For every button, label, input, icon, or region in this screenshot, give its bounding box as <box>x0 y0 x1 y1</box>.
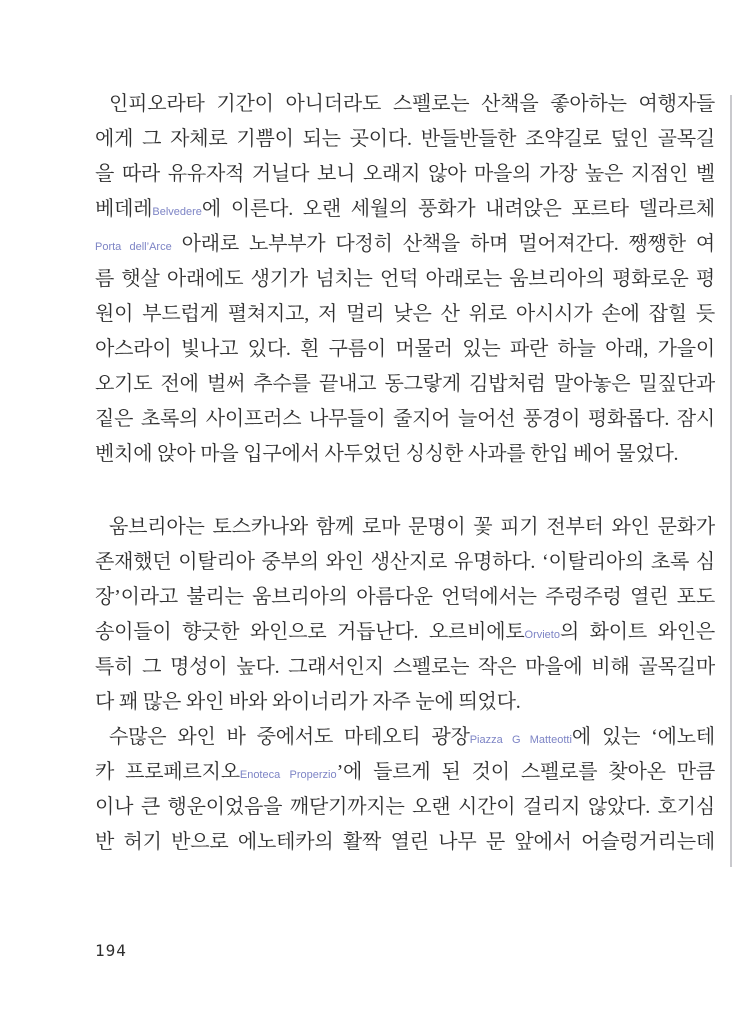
text-line <box>95 790 715 825</box>
paragraph <box>95 510 715 720</box>
paragraph <box>95 720 715 860</box>
text-line <box>95 227 715 262</box>
right-margin-rule <box>730 95 732 867</box>
body-text-segment: 름 햇살 아래에도 생기가 넘치는 언덕 아래로는 움브리아의 평화로운 평 <box>95 268 715 290</box>
body-text-segment: 수많은 와인 바 중에서도 마테오티 광장 <box>109 726 470 748</box>
place-name-annotation: Orvieto <box>524 629 560 641</box>
body-text-segment: 아스라이 빛나고 있다. 흰 구름이 머물러 있는 파란 하늘 아래, 가을이 <box>95 338 715 360</box>
body-text-segment: 을 따라 유유자적 거닐다 보니 오래지 않아 마을의 가장 높은 지점인 벨 <box>95 163 715 185</box>
text-line <box>95 615 715 650</box>
text-line <box>95 685 715 720</box>
text-line <box>95 262 715 297</box>
text-line <box>95 332 715 367</box>
body-text-segment: 벤치에 앉아 마을 입구에서 사두었던 싱싱한 사과를 한입 베어 물었다. <box>95 443 679 465</box>
text-line <box>95 297 715 332</box>
text-line <box>95 437 715 472</box>
paragraph <box>95 87 715 472</box>
body-text-segment: 송이들이 향긋한 와인으로 거듭난다. 오르비에토 <box>95 621 525 643</box>
body-text-segment: 특히 그 명성이 높다. 그래서인지 스펠로는 작은 마을에 비해 골목길마 <box>95 656 715 678</box>
text-line <box>95 825 715 860</box>
text-line <box>95 192 715 227</box>
body-text-segment: 짙은 초록의 사이프러스 나무들이 줄지어 늘어선 풍경이 평화롭다. 잠시 <box>95 408 715 430</box>
body-text-segment: 카 프로페르지오 <box>95 761 240 783</box>
body-text-segment: 베데레 <box>95 198 153 220</box>
body-text-segment: 반 허기 반으로 에노테카의 활짝 열린 나무 문 앞에서 어슬렁거리는데 <box>95 831 715 853</box>
body-text-segment: 의 화이트 와인은 <box>559 621 715 643</box>
text-line <box>95 545 715 580</box>
place-name-annotation: Enoteca Properzio <box>239 769 337 781</box>
body-text-segment: 이나 큰 행운이었음을 깨닫기까지는 오랜 시간이 걸리지 않았다. 호기심 <box>95 796 715 818</box>
body-text-segment: 아래로 노부부가 다정히 산책을 하며 멀어져간다. 쨍쨍한 여 <box>171 233 715 255</box>
text-line <box>95 402 715 437</box>
text-line <box>95 122 715 157</box>
page-text <box>95 87 715 860</box>
body-text-segment: 존재했던 이탈리아 중부의 와인 생산지로 유명하다. ‘이탈리아의 초록 심 <box>95 551 715 573</box>
text-line <box>95 367 715 402</box>
text-line <box>95 87 715 122</box>
body-text-segment: 에 있는 ‘에노테 <box>571 726 715 748</box>
place-name-annotation: Piazza G Matteotti <box>469 734 572 746</box>
body-text-segment: 움브리아는 토스카나와 함께 로마 문명이 꽃 피기 전부터 와인 문화가 <box>109 516 715 538</box>
place-name-annotation: Belvedere <box>152 206 202 218</box>
body-text-segment: 다 꽤 많은 와인 바와 와이너리가 자주 눈에 띄었다. <box>95 691 521 713</box>
text-line <box>95 650 715 685</box>
body-text-segment: 원이 부드럽게 펼쳐지고, 저 멀리 낮은 산 위로 아시시가 손에 잡힐 듯 <box>95 303 715 325</box>
body-text-segment: ’에 들르게 된 것이 스펠로를 찾아온 만큼 <box>336 761 715 783</box>
text-line <box>95 720 715 755</box>
body-text-segment: 오기도 전에 벌써 추수를 끝내고 동그랗게 김밥처럼 말아놓은 밀짚단과 <box>95 373 715 395</box>
text-line <box>95 755 715 790</box>
place-name-annotation: Porta dell’Arce <box>95 241 172 253</box>
body-text-segment: 에게 그 자체로 기쁨이 되는 곳이다. 반들반들한 조약길로 덮인 골목길 <box>95 128 715 150</box>
body-text-segment: 인피오라타 기간이 아니더라도 스펠로는 산책을 좋아하는 여행자들 <box>109 93 715 115</box>
text-line <box>95 510 715 545</box>
text-line <box>95 580 715 615</box>
page-number: 194 <box>95 941 127 960</box>
body-text-segment: 에 이른다. 오랜 세월의 풍화가 내려앉은 포르타 델라르체 <box>201 198 715 220</box>
body-text-segment: 장’이라고 불리는 움브리아의 아름다운 언덕에서는 주렁주렁 열린 포도 <box>95 586 715 608</box>
text-line <box>95 157 715 192</box>
